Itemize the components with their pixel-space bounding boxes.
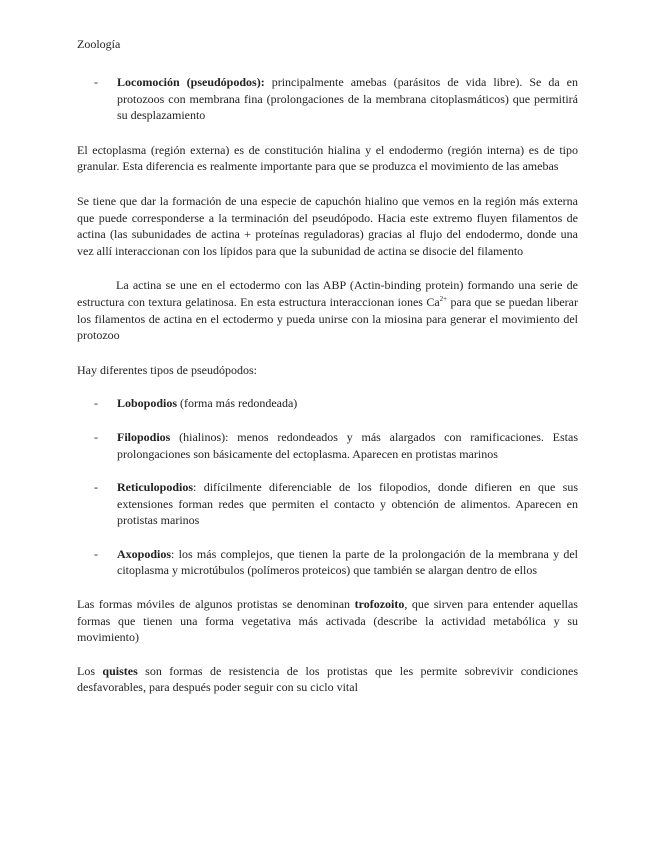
quistes-text-after: son formas de resistencia de los protistas que les permite sobrevivir condiciones desfavorables, para después poder seguir con su ciclo vital (77, 663, 579, 695)
paragraph-trofozoito (77, 596, 578, 646)
bullet-description: : los más complejos, que tienen la parte de la prolongación de la membrana y del citoplasma y microtúbulos (polímeros proteicos) que también se alargan dentro de ellos (117, 546, 578, 578)
bullet-description: (forma más redondeada) (177, 396, 298, 411)
paragraph-quistes (77, 663, 578, 696)
bullet-marker: - (94, 75, 98, 89)
bullet-marker: - (94, 396, 98, 411)
trofozoito-term: trofozoito (354, 597, 405, 612)
bullet-marker: - (94, 429, 98, 444)
bullet-text (117, 546, 578, 579)
bullet-text (117, 479, 578, 529)
paragraph-tipos: Hay diferentes tipos de pseudópodos: (77, 362, 257, 377)
bullet-reticulopodios (77, 479, 578, 529)
paragraph-capuchon: Se tiene que dar la formación de una especie de capuchón hialino que vemos en la región más externa que puede corresponderse a la terminación del pseudópodo. Hacia este extremo fluyen filamentos de actina (las subunidades de actina + proteínas reguladoras) gracias al flujo del endodermo, donde una vez allí interaccionan con los lípidos para que la subunidad de actina se disocie del filamento (77, 193, 578, 258)
bullet-marker: - (94, 480, 98, 495)
trofozoito-text-after: , que sirven para entender aquellas formas que tienen una forma vegetativa más activada (describe la actividad metabólica y su movimiento) (77, 597, 578, 645)
calcium-superscript: 2+ (439, 294, 448, 303)
bullet-text (117, 395, 578, 412)
page-header: Zoología (77, 37, 121, 51)
paragraph-actina (77, 277, 578, 343)
bullet-lobopodios (77, 395, 578, 412)
bullet-term: Lobopodios (117, 396, 178, 411)
bullet-term: Locomoción (pseudópodos): (117, 75, 265, 89)
bullet-filopodios (77, 429, 578, 462)
actina-text-before: La actina se une en el ectodermo con las ABP (Actin-binding protein) formando una serie de estructura con textura gelatinosa. En esta estructura interaccionan iones Ca (77, 278, 578, 309)
bullet-term: Axopodios (117, 546, 172, 561)
trofozoito-text-before: Las formas móviles de algunos protistas se denominan (77, 597, 355, 612)
quistes-text-before: Los (77, 663, 103, 678)
bullet-term: Reticulopodios (117, 480, 194, 495)
actina-text-after: para que se puedan liberar los filamentos de actina en el ectodermo y pueda unirse con la miosina para generar el movimiento del protozoo (77, 294, 578, 343)
paragraph-ectoplasma: El ectoplasma (región externa) es de constitución hialina y el endodermo (región interna) es de tipo granular. Esta diferencia es realmente importante para que se produzca el movimiento de las amebas (77, 142, 578, 174)
bullet-text (117, 429, 578, 462)
bullet-description: principalmente amebas (parásitos de vida libre). Se da en protozoos con membrana fina (prolongaciones de la membrana citoplasmáticos) que permitirá su desplazamiento (117, 75, 579, 123)
quistes-term: quistes (102, 663, 138, 678)
bullet-locomocion (77, 74, 578, 124)
bullet-text (117, 74, 578, 124)
bullet-description: (hialinos): menos redondeados y más alargados con ramificaciones. Estas prolongaciones son básicamente del ectoplasma. Aparecen en protistas marinos (117, 429, 578, 461)
bullet-marker: - (94, 546, 98, 561)
bullet-description: : difícilmente diferenciable de los filopodios, donde difieren en que sus extensiones forman redes que permiten el contacto y obtención de alimentos. Aparecen en protistas marinos (117, 480, 578, 528)
bullet-axopodios (77, 546, 578, 579)
bullet-term: Filopodios (117, 429, 171, 444)
